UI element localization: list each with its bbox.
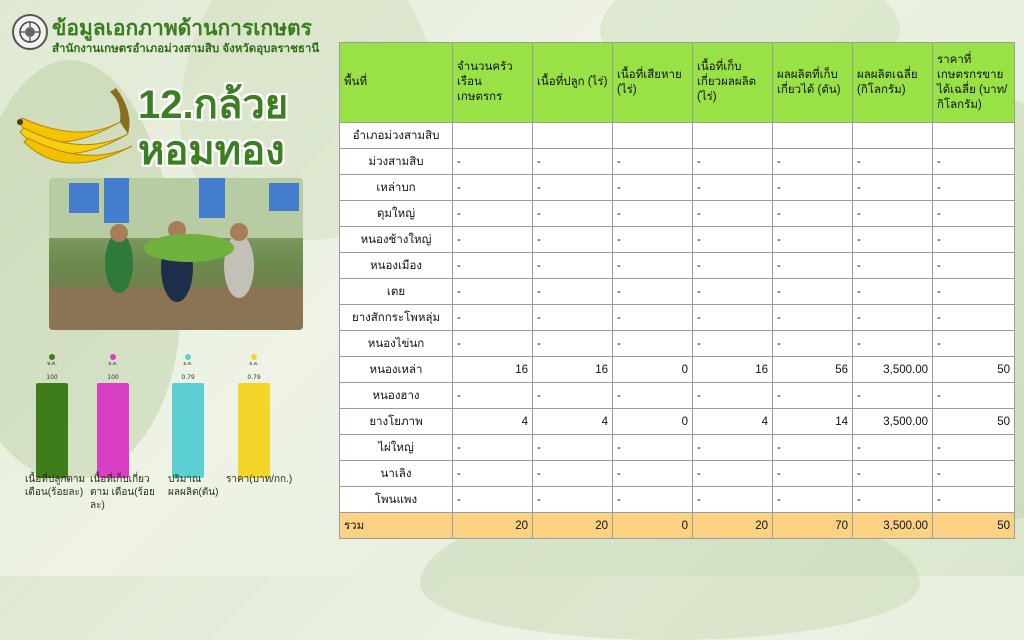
data-cell: - [773,487,853,513]
government-seal-icon [12,14,48,50]
data-cell: - [773,253,853,279]
column-header: พื้นที่ [340,43,453,123]
data-cell: 20 [453,513,533,539]
data-cell: - [453,279,533,305]
data-cell: - [613,435,693,461]
data-cell: - [453,253,533,279]
area-cell: ยางสักกระโพหลุ่ม [340,305,453,331]
data-cell: - [453,435,533,461]
data-cell: - [453,227,533,253]
data-cell: - [693,149,773,175]
data-cell: - [693,461,773,487]
data-cell: - [533,227,613,253]
data-cell: - [533,201,613,227]
data-cell: - [613,201,693,227]
data-cell: - [613,305,693,331]
bar-category-label: ราคา(บาท/กก.) [226,474,293,485]
table-row [340,123,1015,149]
area-cell: ยางโยภาพ [340,409,453,435]
data-cell: - [693,227,773,253]
data-cell: - [613,461,693,487]
data-cell: - [453,201,533,227]
bar-legend: ธ.ค. [249,361,259,367]
data-cell: - [853,227,933,253]
data-cell: - [933,435,1015,461]
data-cell [453,123,533,149]
data-cell: - [693,305,773,331]
table-row [340,279,1015,305]
bar-legend: พ.ศ. [47,361,57,367]
data-cell: - [853,253,933,279]
data-cell: - [853,383,933,409]
data-cell: - [773,227,853,253]
column-header: เนื้อที่เสียหาย (ไร่) [613,43,693,123]
data-cell [533,123,613,149]
data-cell: - [933,461,1015,487]
data-cell: - [453,383,533,409]
bar-value-label: 100 [107,374,119,381]
data-cell: - [773,201,853,227]
area-cell: หนองเหล่า [340,357,453,383]
data-cell: - [613,331,693,357]
data-cell [693,123,773,149]
column-header: เนื้อที่ปลูก (ไร่) [533,43,613,123]
table-row [340,383,1015,409]
data-cell: - [453,175,533,201]
crop-title-line2: หอมทอง [138,129,285,173]
area-cell: โพนแพง [340,487,453,513]
data-cell: - [933,201,1015,227]
table-row [340,331,1015,357]
data-cell: - [853,279,933,305]
data-cell: 50 [933,409,1015,435]
data-cell: - [533,175,613,201]
data-cell: - [533,253,613,279]
table-row [340,227,1015,253]
data-cell: - [933,149,1015,175]
data-cell: - [773,461,853,487]
data-cell: - [613,487,693,513]
data-cell: 20 [693,513,773,539]
data-cell: - [533,305,613,331]
data-cell: - [613,253,693,279]
data-cell: 0 [613,357,693,383]
bar-column [172,354,204,478]
bar-value-label: 100 [46,374,58,381]
data-cell: - [533,435,613,461]
data-cell: - [773,383,853,409]
table-row [340,305,1015,331]
area-cell: เหล่าบก [340,175,453,201]
data-table [339,42,1015,539]
data-cell: - [853,149,933,175]
data-cell: 4 [693,409,773,435]
area-cell: หนองฮาง [340,383,453,409]
field-photo [49,178,303,330]
data-cell: - [693,175,773,201]
area-cell: หนองไข่นก [340,331,453,357]
data-cell [853,123,933,149]
area-cell: รวม [340,513,453,539]
table-row [340,253,1015,279]
data-cell: - [933,305,1015,331]
page-subtitle: สำนักงานเกษตรอำเภอม่วงสามสิบ จังหวัดอุบลราชธานี [52,43,320,55]
data-cell: - [613,279,693,305]
bar [97,383,129,478]
table-row [340,435,1015,461]
data-cell [613,123,693,149]
data-cell: - [453,305,533,331]
bar-category-label: เนื้อที่ปลูกตาม เดือน(ร้อยละ) [25,474,86,498]
data-cell: - [853,461,933,487]
data-cell: - [533,461,613,487]
table-row [340,201,1015,227]
data-cell: - [613,175,693,201]
crop-title-line1: 12.กล้วย [138,83,289,127]
bar-legend: ธ.ค. [183,361,193,367]
data-cell: - [453,331,533,357]
data-cell: - [933,487,1015,513]
area-cell: ม่วงสามสิบ [340,149,453,175]
data-cell: 50 [933,357,1015,383]
data-cell: 16 [453,357,533,383]
data-cell: - [693,201,773,227]
bar-column [97,354,129,478]
data-cell: 70 [773,513,853,539]
bar-legend: ธ.ค. [108,361,118,367]
table-row [340,487,1015,513]
column-header: เนื้อที่เก็บ เกี่ยวผลผลิต (ไร่) [693,43,773,123]
data-cell: 3,500.00 [853,357,933,383]
data-cell: - [773,175,853,201]
bar [172,383,204,478]
mini-bar-chart [0,345,330,511]
data-cell: 20 [533,513,613,539]
table-row [340,409,1015,435]
crop-title [138,82,288,174]
data-cell: - [853,487,933,513]
bar-category-label: ปริมาณ ผลผลิต(ตัน) [168,474,219,498]
data-cell: - [453,149,533,175]
table-row [340,175,1015,201]
data-cell: - [453,487,533,513]
data-cell: - [853,201,933,227]
data-cell: - [613,149,693,175]
data-cell: - [773,331,853,357]
data-cell: - [693,487,773,513]
table-row [340,461,1015,487]
column-header: ผลผลิตเฉลี่ย (กิโลกรัม) [853,43,933,123]
table-header-row [340,43,1015,123]
table-row [340,357,1015,383]
data-cell: - [533,487,613,513]
data-cell: - [933,175,1015,201]
data-cell: 0 [613,409,693,435]
area-cell: ดุมใหญ่ [340,201,453,227]
data-cell: 4 [453,409,533,435]
data-cell: - [853,435,933,461]
data-cell: - [693,279,773,305]
data-cell: 3,500.00 [853,409,933,435]
bar [238,383,270,478]
area-cell: หนองช้างใหญ่ [340,227,453,253]
page-title: ข้อมูลเอกภาพด้านการเกษตร [52,17,312,40]
bar [36,383,68,478]
data-cell: - [853,175,933,201]
data-cell: - [853,331,933,357]
data-cell: - [933,331,1015,357]
data-cell: 50 [933,513,1015,539]
data-cell: - [693,331,773,357]
data-cell: - [773,305,853,331]
area-cell: อำเภอม่วงสามสิบ [340,123,453,149]
data-cell: - [933,253,1015,279]
area-cell: เตย [340,279,453,305]
bar-column [36,354,68,478]
data-cell: - [933,227,1015,253]
data-cell: - [533,279,613,305]
data-cell: - [773,279,853,305]
data-cell: - [533,383,613,409]
area-cell: นาเลิง [340,461,453,487]
area-cell: หนองเมือง [340,253,453,279]
data-cell: - [613,383,693,409]
data-cell: 3,500.00 [853,513,933,539]
data-cell: - [773,435,853,461]
data-cell: - [853,305,933,331]
data-cell: - [933,279,1015,305]
data-cell: - [533,149,613,175]
bar-column [238,354,270,478]
bar-category-label: เนื้อที่เก็บเกี่ยวตาม เดือน(ร้อยละ) [90,474,155,511]
data-cell: 4 [533,409,613,435]
data-cell: 16 [693,357,773,383]
data-cell [933,123,1015,149]
data-cell: - [693,253,773,279]
column-header: ราคาที่ เกษตรกรขาย ได้เฉลี่ย (บาท/ กิโลกรัม) [933,43,1015,123]
data-cell: - [613,227,693,253]
column-header: ผลผลิตที่เก็บ เกี่ยวได้ (ตัน) [773,43,853,123]
data-cell: - [453,461,533,487]
banana-icon [10,82,135,178]
data-cell: 14 [773,409,853,435]
data-cell: - [693,435,773,461]
bar-value-label: 0.79 [247,374,261,381]
table-row [340,149,1015,175]
column-header: จำนวนครัวเรือน เกษตรกร [453,43,533,123]
data-cell: - [693,383,773,409]
data-cell: - [933,383,1015,409]
data-cell: 56 [773,357,853,383]
data-cell: 16 [533,357,613,383]
total-row [340,513,1015,539]
data-cell: - [533,331,613,357]
bar-value-label: 0.79 [181,374,195,381]
data-cell: 0 [613,513,693,539]
data-cell [773,123,853,149]
area-cell: ไผ่ใหญ่ [340,435,453,461]
data-cell: - [773,149,853,175]
